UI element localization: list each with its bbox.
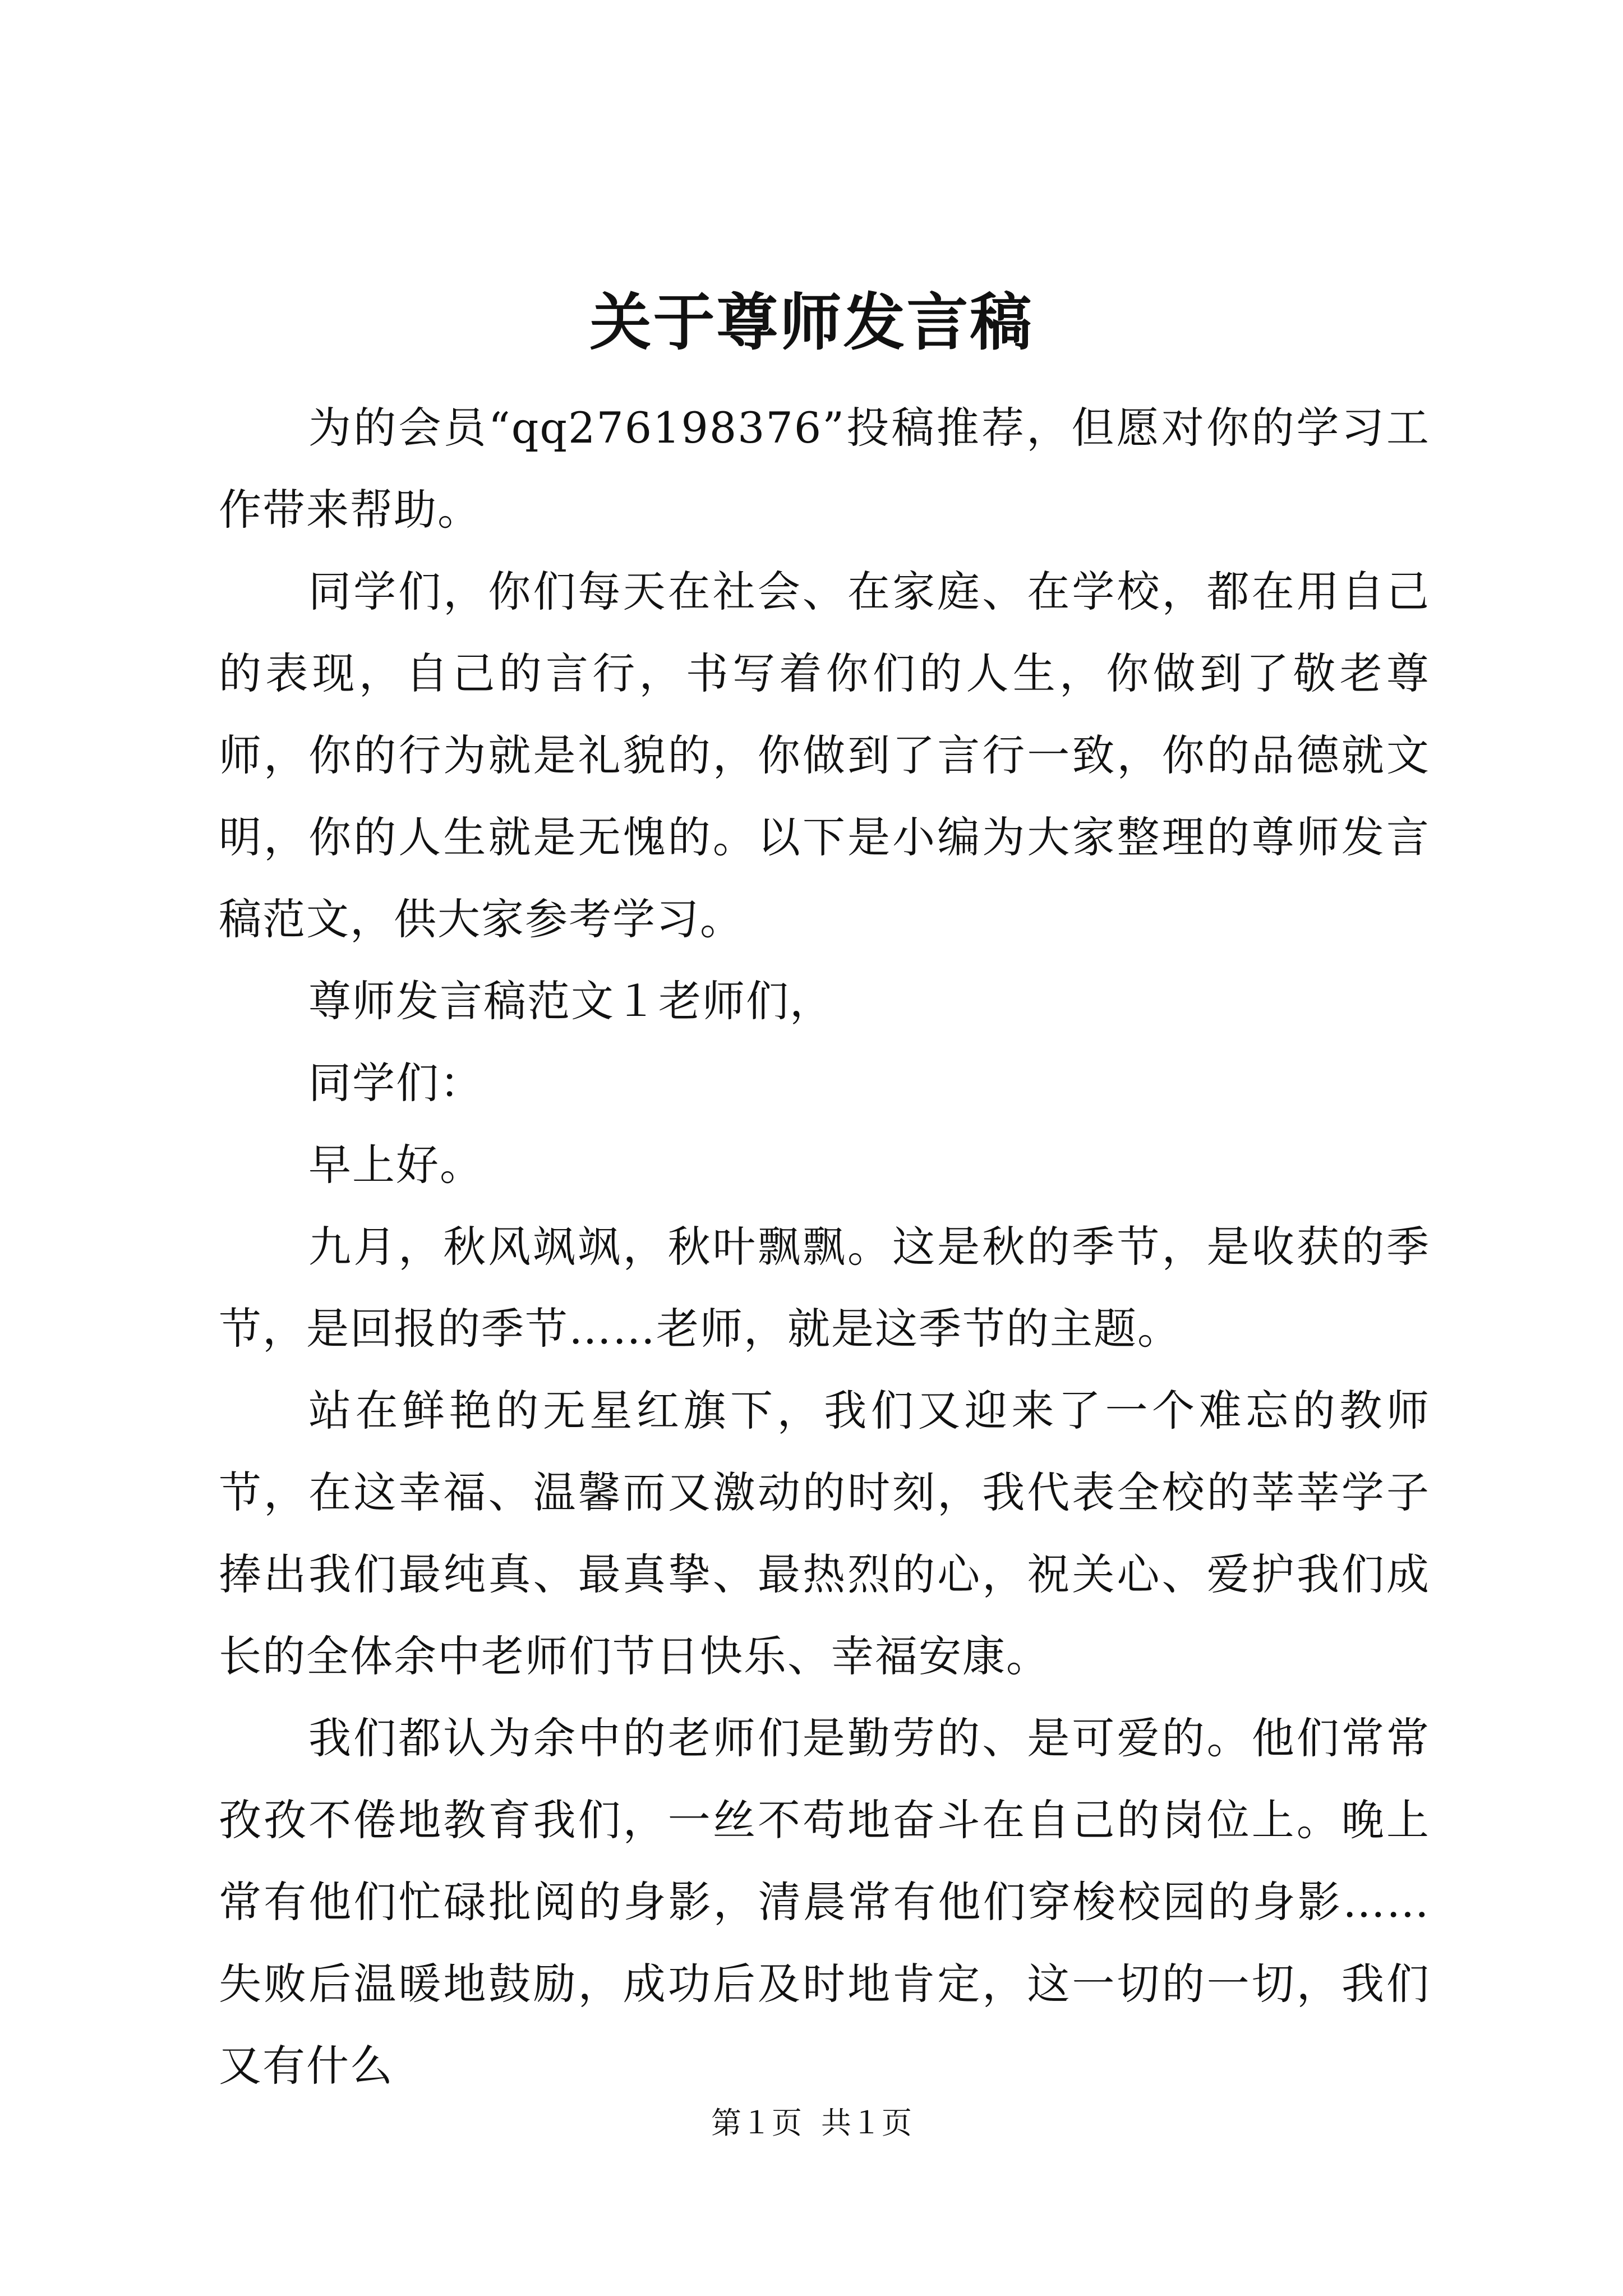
page-total: 共１页 (821, 2105, 912, 2141)
paragraph-teachers-day: 站在鲜艳的无星红旗下，我们又迎来了一个难忘的教师节，在这幸福、温馨而又激动的时刻，我代表全校的莘莘学子捧出我们最纯真、最真挚、最热烈的心，祝关心、爱护我们成长的全体余中老师们节日快乐、幸福安康。 (219, 1386, 1430, 1681)
paragraph-teachers-praise: 我们都认为余中的老师们是勤劳的、是可爱的。他们常常孜孜不倦地教育我们，一丝不苟地奋斗在自己的岗位上。晚上常有他们忙碌批阅的身影，清晨常有他们穿梭校园的身影……失败后温暖地鼓励，成功后及时地肯定，这一切的一切，我们又有什么 (219, 1713, 1430, 2091)
paragraph-opening: 同学们，你们每天在社会、在家庭、在学校，都在用自己的表现，自己的言行，书写着你们的人生，你做到了敬老尊师，你的行为就是礼貌的，你做到了言行一致，你的品德就文明，你的人生就是无愧的。以下是小编为大家整理的尊师发言稿范文，供大家参考学习。 (219, 567, 1430, 944)
page-footer (0, 2101, 1623, 2146)
paragraph-september: 九月，秋风飒飒，秋叶飘飘。这是秋的季节，是收获的季节，是回报的季节……老师，就是这季节的主题。 (219, 1222, 1430, 1354)
paragraph-sample-heading: 尊师发言稿范文１老师们， (308, 976, 833, 1026)
paragraph-greeting-students: 同学们： (308, 1058, 483, 1108)
paragraph-good-morning: 早上好。 (308, 1140, 483, 1190)
page-number: 第１页 (711, 2105, 802, 2141)
paragraph-intro: 为的会员“qq276198376”投稿推荐，但愿对你的学习工作带来帮助。 (219, 403, 1430, 535)
document-title: 关于尊师发言稿 (589, 286, 1034, 358)
document-body (219, 387, 1430, 2107)
